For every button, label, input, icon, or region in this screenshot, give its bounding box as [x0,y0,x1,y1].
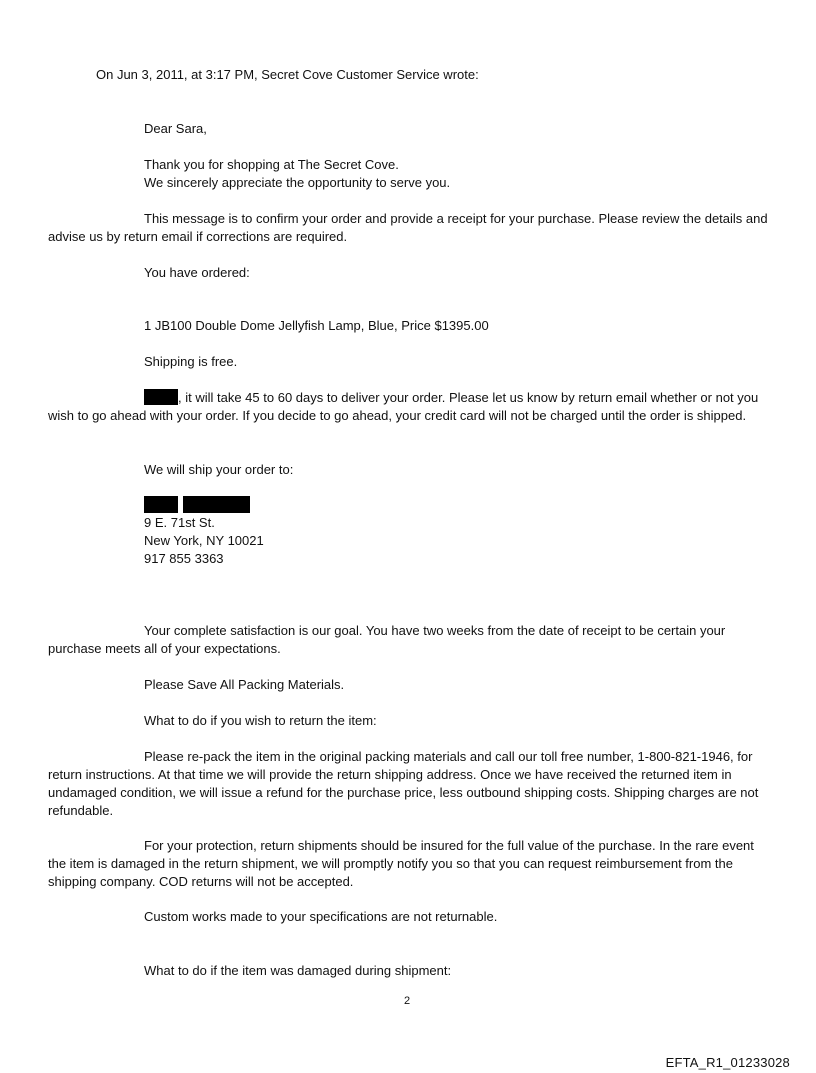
protection-paragraph: For your protection, return shipments should be insured for the full value of the purchase. In the rare event the item is damaged in the return shipment, we will promptly notify you so that you can request reimbursement from the shipping company. COD returns will not be accepted. [48,838,754,889]
delivery-paragraph: , it will take 45 to 60 days to deliver your order. Please let us know by return email whether or not you wish to go ahead with your order. If you decide to go ahead, your credit card will not be charged until the order is shipped. [48,390,759,423]
return-paragraph: Please re-pack the item in the original packing materials and call our toll free number, 1-800-821-1946, for return instructions. At that time we will provide the return shipping address. Once we have received the returned item in undamaged condition, we will issue a refund for the purchase price, less outbound shipping costs. Shipping charges are not refundable. [48,749,759,818]
address-line-2: New York, NY 10021 [144,533,264,548]
packing-note: Please Save All Packing Materials. [144,677,345,692]
greeting: Dear Sara, [144,121,207,136]
redaction-block [144,389,178,405]
recipient-name-redacted [144,496,250,514]
document-id: EFTA_R1_01233028 [665,1055,790,1070]
ordered-label: You have ordered: [144,265,250,280]
thanks-line-1: Thank you for shopping at The Secret Cove. [144,157,399,172]
redaction-block [144,496,178,513]
custom-works-note: Custom works made to your specifications are not returnable. [144,909,498,924]
confirm-paragraph: This message is to confirm your order and provide a receipt for your purchase. Please review the details and advise us by return email if corrections are required. [48,211,768,244]
thanks-line-2: We sincerely appreciate the opportunity to serve you. [144,175,451,190]
email-header-line: On Jun 3, 2011, at 3:17 PM, Secret Cove Customer Service wrote: [96,67,479,82]
shipping-note: Shipping is free. [144,354,238,369]
order-item: 1 JB100 Double Dome Jellyfish Lamp, Blue, Price $1395.00 [144,318,489,333]
satisfaction-paragraph: Your complete satisfaction is our goal. You have two weeks from the date of receipt to be certain your purchase meets all of your expectations. [48,623,726,656]
page-number: 2 [404,995,411,1007]
damage-heading: What to do if the item was damaged during shipment: [144,963,452,978]
phone-number: 917 855 3363 [144,551,224,566]
redaction-block [183,496,250,513]
return-heading: What to do if you wish to return the item: [144,713,377,728]
ship-to-label: We will ship your order to: [144,462,294,477]
address-line-1: 9 E. 71st St. [144,515,215,530]
